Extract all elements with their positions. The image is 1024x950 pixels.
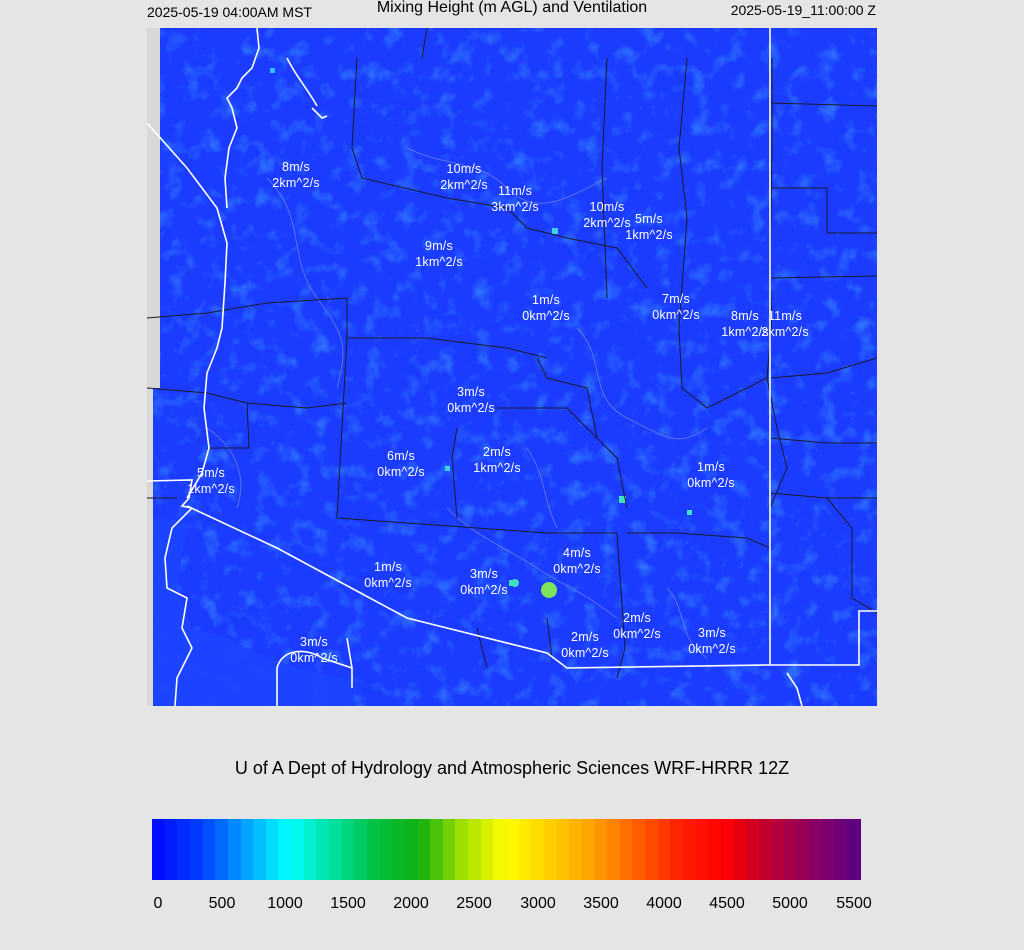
colorbar-tick: 3000 [520, 895, 556, 912]
vent-label: 8m/s 2km^2/s [272, 160, 320, 190]
mixing-height-colorbar [152, 819, 860, 880]
colorbar-tick: 3500 [583, 895, 619, 912]
colorbar-tick: 500 [208, 895, 236, 912]
mixing-height-map [147, 28, 877, 706]
colorbar-tick: 2500 [456, 895, 492, 912]
vent-label: 5m/s 1km^2/s [187, 466, 235, 496]
no-data-strip [147, 28, 160, 388]
colorbar-tick: 4000 [646, 895, 682, 912]
vent-label: 1m/s 0km^2/s [364, 560, 412, 590]
no-data-strip-lower [147, 388, 153, 706]
colorbar-tick: 1500 [330, 895, 366, 912]
vent-label: 3m/s 0km^2/s [290, 635, 338, 665]
vent-label: 3m/s 0km^2/s [447, 385, 495, 415]
vent-label: 9m/s 1km^2/s [415, 239, 463, 269]
map-layers [147, 28, 877, 706]
vent-label: 2m/s 0km^2/s [561, 630, 609, 660]
vent-label: 10m/s 2km^2/s [583, 200, 631, 230]
vent-label: 4m/s 0km^2/s [553, 546, 601, 576]
map-title: Mixing Height (m AGL) and Ventilation [376, 0, 648, 16]
vent-label: 8m/s 1km^2/s [721, 309, 769, 339]
vent-label: 6m/s 0km^2/s [377, 449, 425, 479]
model-credit: U of A Dept of Hydrology and Atmospheric Sciences WRF-HRRR 12Z [234, 758, 790, 778]
colorbar-segment [847, 819, 861, 880]
colorbar-tick: 4500 [709, 895, 745, 912]
vent-label: 11m/s 3km^2/s [491, 184, 539, 214]
forecast-utc-time: 2025-05-19_11:00:00 Z [730, 2, 876, 18]
vent-label: 2m/s 1km^2/s [473, 445, 521, 475]
vent-label: 7m/s 0km^2/s [652, 292, 700, 322]
vent-label: 2m/s 0km^2/s [613, 611, 661, 641]
colorbar-tick: 5000 [772, 895, 808, 912]
vent-label: 3m/s 0km^2/s [688, 626, 736, 656]
vent-label: 5m/s 1km^2/s [625, 212, 673, 242]
colorbar-tick: 1000 [267, 895, 303, 912]
colorbar-tick: 5500 [836, 895, 872, 912]
vent-label: 11m/s 2km^2/s [761, 309, 809, 339]
vent-label: 10m/s 2km^2/s [440, 162, 488, 192]
colorbar-tick: 2000 [393, 895, 429, 912]
forecast-local-time: 2025-05-19 04:00AM MST [147, 4, 312, 20]
vent-label: 3m/s 0km^2/s [460, 567, 508, 597]
vent-label: 1m/s 0km^2/s [522, 293, 570, 323]
colorbar-tick: 0 [153, 895, 163, 912]
vent-label: 1m/s 0km^2/s [687, 460, 735, 490]
